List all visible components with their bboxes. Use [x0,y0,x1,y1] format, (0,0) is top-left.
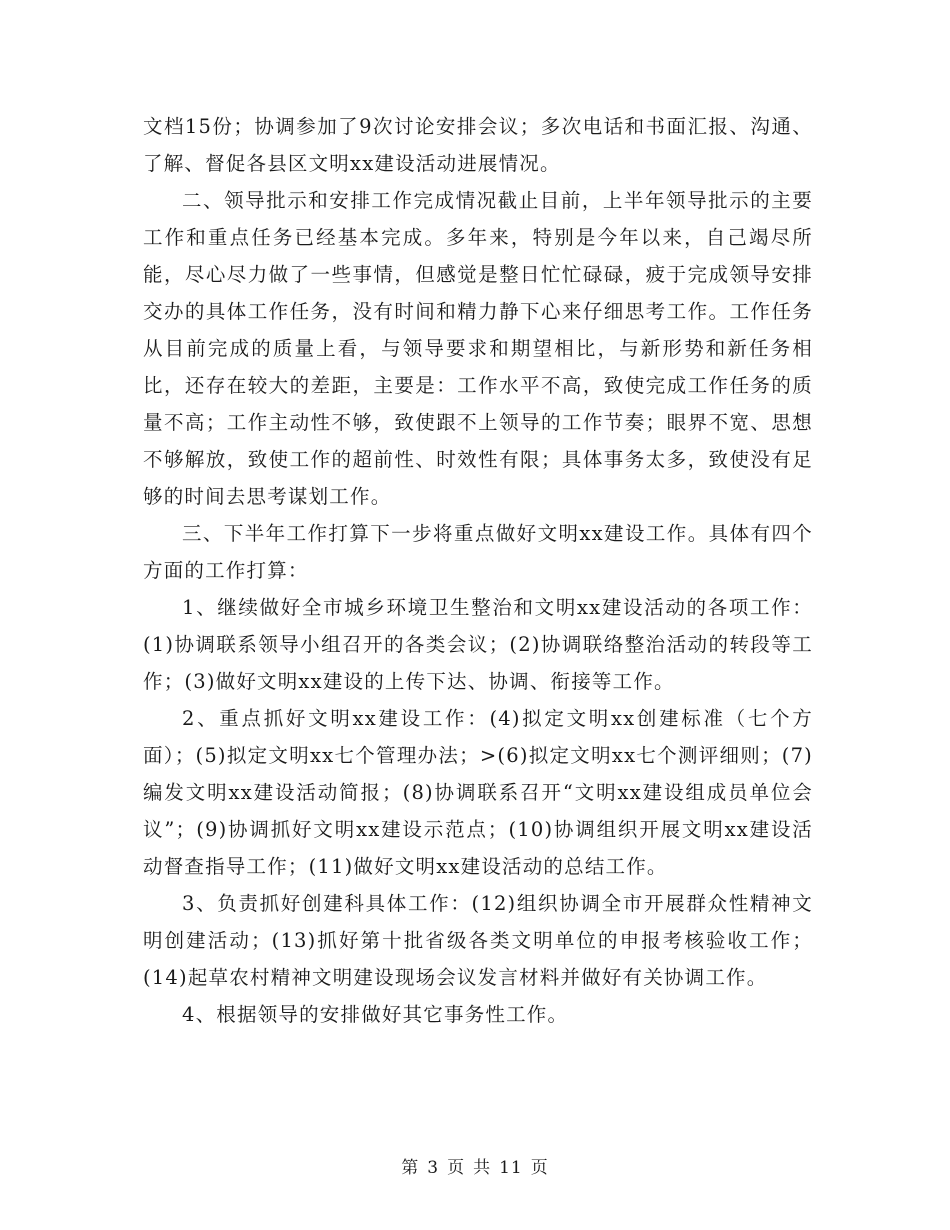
paragraph-7: 4、根据领导的安排做好其它事务性工作。 [182,1003,569,1026]
paragraph-3: 三、下半年工作打算下一步将重点做好文明xx建设工作。具体有四个方面的工作打算： [143,522,813,582]
footer-current-page: 3 [427,1158,440,1178]
footer-page-label: 页 [447,1158,466,1178]
paragraph-2: 二、领导批示和安排工作完成情况截止目前，上半年领导批示的主要工作和重点任务已经基本完成。多年来，特别是今年以来，自己竭尽所能，尽心尽力做了一些事情，但感觉是整日忙忙碌碌，疲于完成领导安排交办的具体工作任务，没有时间和精力静下心来仔细思考工作。工作任务从目前完成的质量上看，与领导要求和期望相比，与新形势和新任务相比，还存在较大的差距，主要是：工作水平不高，致使完成工作任务的质量不高；工作主动性不够，致使跟不上领导的工作节奏；眼界不宽、思想不够解放，致使工作的超前性、时效性有限；具体事务太多，致使没有足够的时间去思考谋划工作。 [143,189,813,508]
footer-total-label: 共 [473,1158,492,1178]
paragraph-5: 2、重点抓好文明xx建设工作：(4)拟定文明xx创建标准（七个方面）；(5)拟定文明xx七个管理办法；>(6)拟定文明xx七个测评细则；(7)编发文明xx建设活动简报；(8)协调联系召开“文明xx建设组成员单位会议”；(9)协调抓好文明xx建设示范点；(10)协调组织开展文明xx建设活动督查指导工作；(11)做好文明xx建设活动的总结工作。 [143,707,813,878]
paragraph-4: 1、继续做好全市城乡环境卫生整治和文明xx建设活动的各项工作：(1)协调联系领导小组召开的各类会议；(2)协调联络整治活动的转段等工作；(3)做好文明xx建设的上传下达、协调、衔接等工作。 [143,596,813,693]
document-body [143,108,813,1033]
footer-prefix: 第 [401,1158,420,1178]
footer-total-pages: 11 [499,1158,523,1178]
paragraph-6: 3、负责抓好创建科具体工作：(12)组织协调全市开展群众性精神文明创建活动；(13)抓好第十批省级各类文明单位的申报考核验收工作；(14)起草农村精神文明建设现场会议发言材料并做好有关协调工作。 [143,892,813,989]
paragraph-1: 文档15份；协调参加了9次讨论安排会议；多次电话和书面汇报、沟通、了解、督促各县区文明xx建设活动进展情况。 [143,115,813,175]
page-footer [0,1153,950,1178]
footer-suffix: 页 [530,1158,549,1178]
